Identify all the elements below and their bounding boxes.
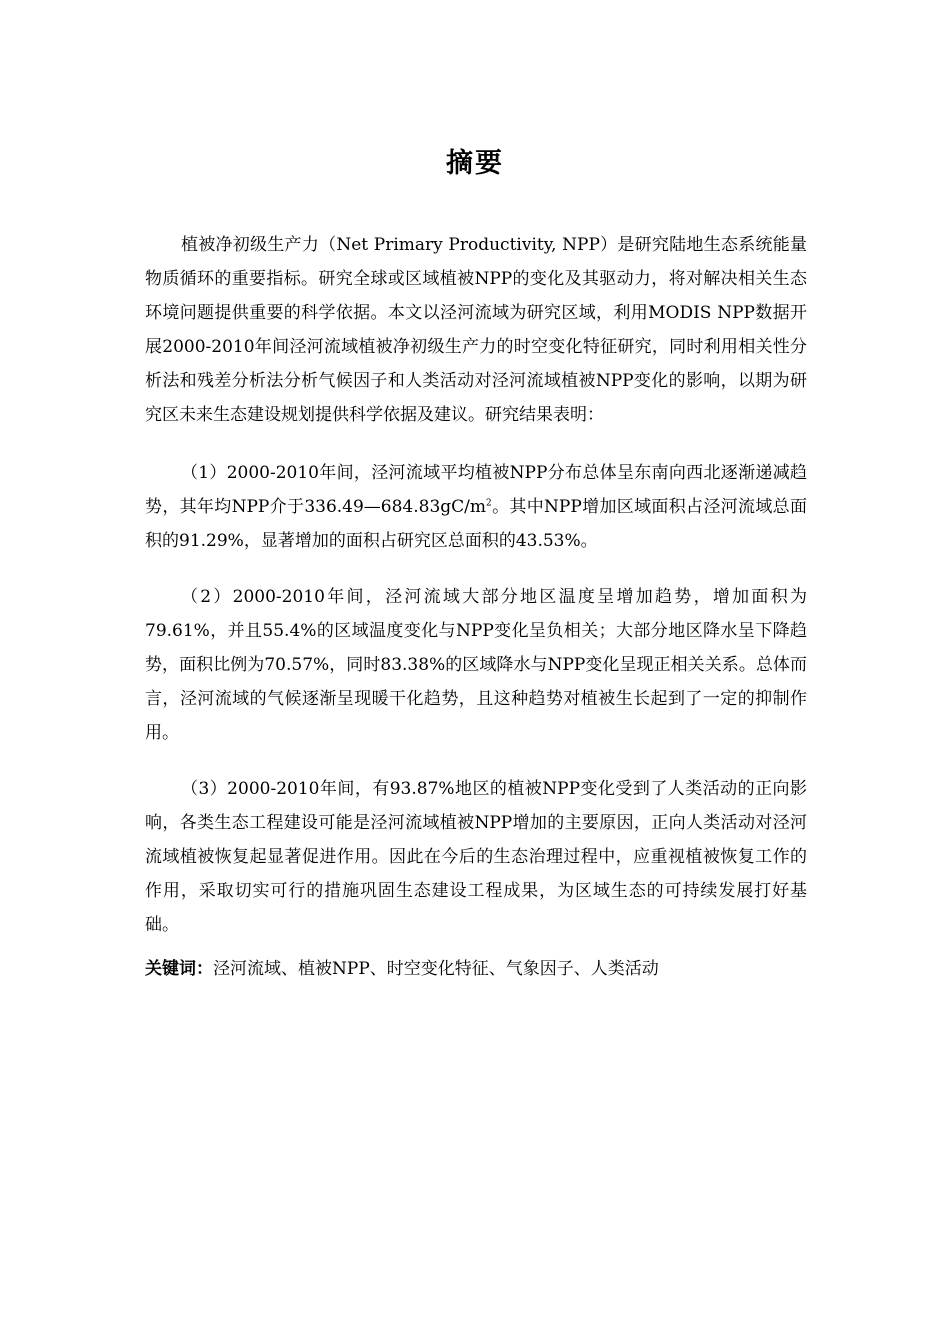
keywords-label: 关键词：	[145, 959, 213, 979]
intro-paragraph: 植被净初级生产力（Net Primary Productivity, NPP）是研究陆地生态系统能量物质循环的重要指标。研究全球或区域植被NPP的变化及其驱动力，将对解决相关生态环境问题提供重要的科学依据。本文以泾河流域为研究区域，利用MODIS NPP数据开展2000-2010年间泾河流域植被净初级生产力的时空变化特征研究，同时利用相关性分析法和残差分析法分析气候因子和人类活动对泾河流域植被NPP变化的影响，以期为研究区未来生态建设规划提供科学依据及建议。研究结果表明：	[145, 235, 807, 425]
keywords-text: 泾河流域、植被NPP、时空变化特征、气象因子、人类活动	[213, 959, 659, 979]
abstract-title: 摘要	[446, 148, 504, 179]
finding-3-paragraph: （3）2000-2010年间，有93.87%地区的植被NPP变化受到了人类活动的正向影响，各类生态工程建设可能是泾河流域植被NPP增加的主要原因，正向人类活动对泾河流域植被恢复起显著促进作用。因此在今后的生态治理过程中，应重视植被恢复工作的作用，采取切实可行的措施巩固生态建设工程成果，为区域生态的可持续发展打好基础。	[145, 779, 807, 935]
finding-1-text-a: （1）2000-2010年间，泾河流域平均植被NPP分布总体呈东南向西北逐渐递减趋势，其年均NPP介于336.49—684.83gC/m	[145, 463, 807, 517]
abstract-body	[145, 228, 807, 986]
unit-superscript: 2	[486, 498, 492, 509]
keywords-line	[145, 952, 807, 986]
finding-2-paragraph: （2）2000-2010年间，泾河流域大部分地区温度呈增加趋势，增加面积为79.61%，并且55.4%的区域温度变化与NPP变化呈负相关；大部分地区降水呈下降趋势，面积比例为70.57%，同时83.38%的区域降水与NPP变化呈现正相关关系。总体而言，泾河流域的气候逐渐呈现暖干化趋势，且这种趋势对植被生长起到了一定的抑制作用。	[145, 587, 807, 743]
finding-1-paragraph	[145, 456, 807, 558]
finding-1-text-b: 。其中NPP增加区域面积占泾河流域总面积的91.29%，显著增加的面积占研究区总面积的43.53%。	[145, 497, 807, 551]
